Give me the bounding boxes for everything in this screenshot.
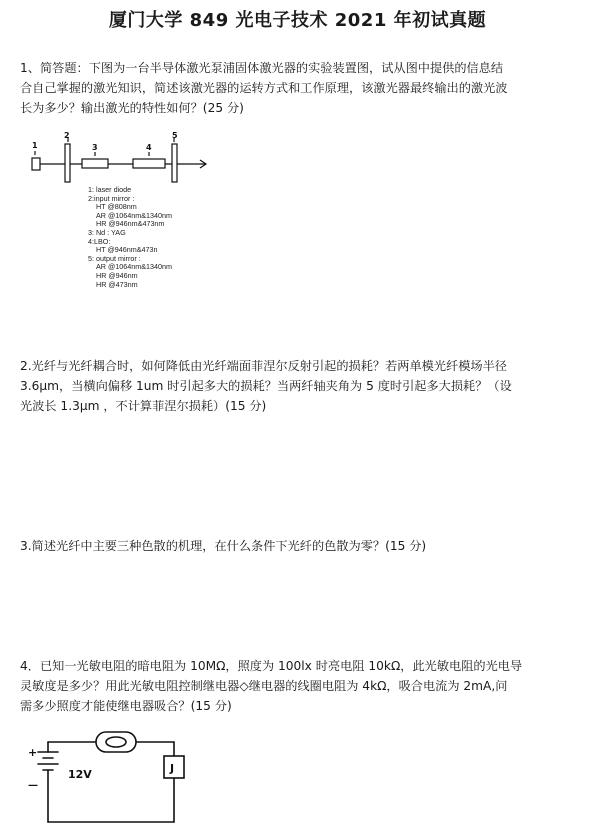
laser-setup-diagram bbox=[28, 131, 218, 184]
legend-line: 1: laser diode bbox=[88, 185, 132, 194]
diagram-number-1: 1 bbox=[32, 141, 38, 150]
legend-line: HR @473nm bbox=[96, 279, 138, 289]
input-mirror-shape bbox=[65, 144, 70, 182]
photoresistor-shape bbox=[96, 732, 136, 752]
legend-line: 4:LBO: bbox=[88, 236, 111, 246]
question-2-line: 光波长 1.3μm ，不计算菲涅尔损耗）(15 分) bbox=[20, 399, 267, 413]
relay-circuit-diagram bbox=[26, 728, 196, 836]
legend-line: HT @808nm bbox=[96, 202, 137, 212]
question-3-line: 3.简述光纤中主要三种色散的机理，在什么条件下光纤的色散为零？(15 分) bbox=[20, 539, 427, 553]
legend-line: HR @946nm&473nm bbox=[96, 219, 165, 229]
legend-line: 5: output mirror : bbox=[88, 253, 141, 263]
question-2 bbox=[20, 356, 580, 416]
question-4 bbox=[20, 656, 580, 716]
question-1-line: 1、简答题：下图为一台半导体激光泵浦固体激光器的实验装置图，试从图中提供的信息结 bbox=[20, 61, 504, 75]
battery-voltage-label: 12V bbox=[68, 768, 92, 781]
nd-yag-crystal-shape bbox=[82, 159, 108, 168]
output-mirror-shape bbox=[172, 144, 177, 182]
lbo-crystal-shape bbox=[133, 159, 165, 168]
question-4-line: 需多少照度才能使继电器吸合？(15 分) bbox=[20, 699, 232, 713]
relay-label: J bbox=[170, 762, 175, 775]
question-3 bbox=[20, 536, 580, 556]
question-4-line: 4．已知一光敏电阻的暗电阻为 10MΩ，照度为 100lx 时亮电阻 10kΩ，此光敏电阻的光电导 bbox=[20, 659, 523, 673]
battery-minus-sign: — bbox=[28, 780, 38, 791]
diagram-number-5: 5 bbox=[172, 131, 178, 140]
legend-line: 3: Nd : YAG bbox=[88, 227, 126, 237]
laser-diagram-legend bbox=[88, 186, 172, 289]
laser-diode-shape bbox=[32, 158, 40, 170]
question-1 bbox=[20, 58, 580, 118]
question-2-line: 3.6μm，当横向偏移 1um 时引起多大的损耗？当两纤轴夹角为 5 度时引起多大损耗？（设 bbox=[20, 379, 512, 393]
exam-title: 厦门大学 849 光电子技术 2021 年初试真题 bbox=[108, 10, 487, 31]
legend-line: AR @1064nm&1340nm bbox=[96, 210, 173, 220]
legend-line: HR @946nm bbox=[96, 270, 138, 280]
question-1-line: 合自己掌握的激光知识，简述该激光器的运转方式和工作原理，该激光器最终输出的激光波 bbox=[20, 81, 508, 95]
legend-line: AR @1064nm&1340nm bbox=[96, 262, 173, 272]
diagram-number-3: 3 bbox=[92, 143, 98, 152]
question-2-line: 2.光纤与光纤耦合时，如何降低由光纤端面菲涅尔反射引起的损耗？若两单模光纤模场半径 bbox=[20, 359, 507, 373]
diagram-number-4: 4 bbox=[146, 143, 152, 152]
diagram-number-2: 2 bbox=[64, 131, 70, 140]
question-1-line: 长为多少？输出激光的特性如何？(25 分) bbox=[20, 101, 244, 115]
question-4-line: 灵敏度是多少？用此光敏电阻控制继电器◇继电器的线圈电阻为 4kΩ，吸合电流为 2mA,问 bbox=[20, 679, 508, 693]
legend-line: HT @946nm&473n bbox=[96, 245, 158, 255]
battery-plus-sign: + bbox=[28, 746, 38, 759]
legend-line: 2:input mirror : bbox=[88, 193, 135, 203]
